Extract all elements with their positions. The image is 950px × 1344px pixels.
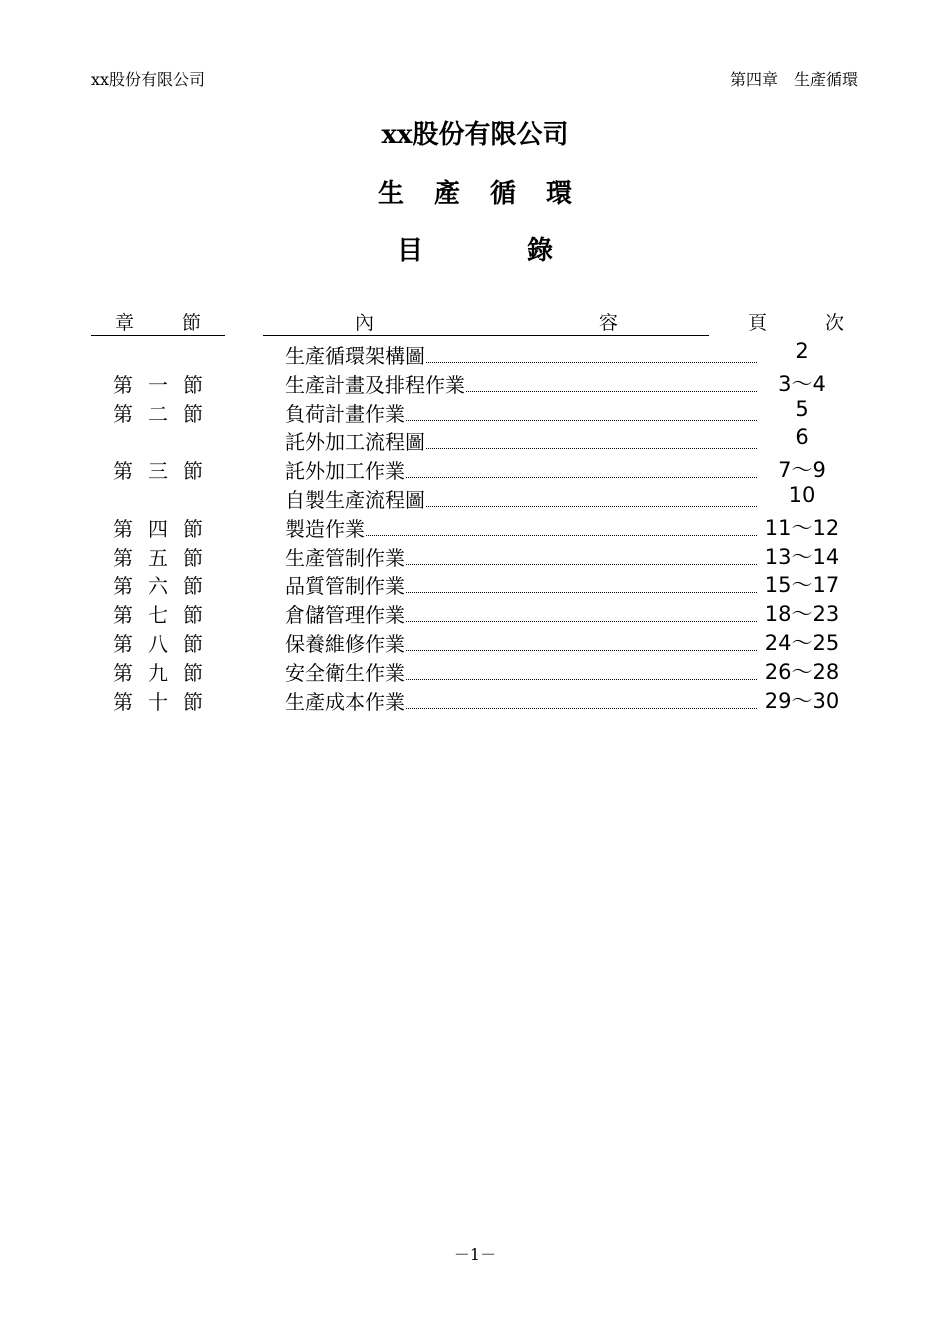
- dot-leader: [406, 564, 757, 565]
- column-header-section: [91, 311, 225, 336]
- toc-section-label: [113, 398, 203, 427]
- dot-leader: [426, 506, 757, 507]
- toc-page-number: 15～17: [764, 573, 840, 598]
- toc-section-label: [113, 455, 203, 484]
- toc-entry-title: 保養維修作業: [285, 631, 405, 656]
- toc-page-number: 29～30: [764, 688, 840, 713]
- dot-leader: [406, 592, 757, 593]
- toc-section-char: 第: [113, 545, 133, 570]
- toc-title-cell: [285, 398, 757, 427]
- toc-section-char: 第: [113, 372, 133, 397]
- column-header-char: 頁: [748, 312, 768, 334]
- toc-entry-title: 託外加工流程圖: [285, 430, 425, 455]
- toc-title-cell: [285, 686, 757, 715]
- toc-title-cell: [285, 426, 757, 455]
- column-header-char: 章: [114, 312, 134, 334]
- document-company-title: xx股份有限公司: [381, 120, 569, 150]
- toc-entry-title: 負荷計畫作業: [285, 401, 405, 426]
- dot-leader: [406, 420, 757, 421]
- toc-title-cell: [285, 455, 757, 484]
- toc-section-char: 節: [183, 574, 203, 599]
- toc-section-char: 第: [113, 401, 133, 426]
- toc-page-number: 11～12: [764, 515, 840, 540]
- toc-section-char: 第: [113, 603, 133, 628]
- toc-entry-title: 安全衛生作業: [285, 660, 405, 685]
- toc-entry[interactable]: [0, 654, 950, 683]
- toc-entry-title: 生產循環架構圖: [285, 344, 425, 368]
- toc-entry[interactable]: [0, 337, 950, 366]
- toc-page-number: 18～23: [764, 602, 840, 627]
- toc-title-cell: [285, 513, 757, 542]
- toc-entry[interactable]: [0, 481, 950, 510]
- toc-section-char: 二: [148, 401, 168, 426]
- toc-section-label: [113, 513, 203, 542]
- dot-leader: [426, 448, 757, 449]
- toc-section-char: 節: [183, 660, 203, 685]
- toc-entry[interactable]: [0, 510, 950, 539]
- toc-section-label: [113, 657, 203, 686]
- toc-section-char: 第: [113, 660, 133, 685]
- toc-section-char: 節: [183, 516, 203, 541]
- dot-leader: [406, 621, 757, 622]
- column-header-char: 容: [599, 312, 619, 334]
- toc-title-cell: [285, 340, 757, 369]
- chapter-title-char: 環: [546, 179, 573, 209]
- toc-title-cell: [285, 484, 757, 513]
- toc-page-number: 13～14: [764, 544, 840, 569]
- toc-section-char: 三: [148, 459, 168, 484]
- toc-entry-title: 生產成本作業: [285, 689, 405, 714]
- dot-leader: [466, 391, 757, 392]
- page-number: －1－: [453, 1245, 497, 1264]
- toc-entry-title: 倉儲管理作業: [285, 603, 405, 628]
- toc-section-char: 節: [183, 689, 203, 714]
- toc-title-cell: [285, 570, 757, 599]
- toc-section-char: 第: [113, 516, 133, 541]
- toc-page-number: 3～4: [778, 371, 826, 396]
- toc-entry[interactable]: [0, 683, 950, 712]
- toc-section-char: 節: [183, 401, 203, 426]
- toc-page-number: 24～25: [764, 630, 840, 655]
- toc-section-char: 七: [148, 603, 168, 628]
- column-header-content: [263, 311, 709, 336]
- dot-leader: [406, 650, 757, 651]
- toc-section-char: 第: [113, 631, 133, 656]
- column-header-char: 次: [824, 312, 844, 334]
- toc-title-cell: [285, 599, 757, 628]
- toc-title-cell: [285, 369, 757, 398]
- toc-title-char: 錄: [527, 236, 554, 266]
- toc-section-label: [113, 570, 203, 599]
- toc-page-number: 7～9: [778, 458, 826, 483]
- toc-section-char: 六: [148, 574, 168, 599]
- dot-leader: [406, 477, 757, 478]
- toc-entry[interactable]: [0, 452, 950, 484]
- toc-section-char: 第: [113, 459, 133, 484]
- toc-entry-title: 自製生產流程圖: [285, 487, 425, 512]
- dot-leader: [366, 535, 757, 536]
- chapter-title-char: 生: [377, 179, 404, 209]
- dot-leader: [406, 679, 757, 680]
- toc-section-label: [113, 542, 203, 571]
- toc-page-number: 2: [795, 339, 809, 363]
- toc-title-cell: [285, 657, 757, 686]
- toc-title-cell: [285, 628, 757, 657]
- toc-entry[interactable]: [0, 423, 950, 455]
- toc-page-number: 26～28: [764, 659, 840, 684]
- toc-page-number: 6: [795, 425, 809, 450]
- toc-section-char: 節: [183, 631, 203, 656]
- toc-section-char: 第: [113, 574, 133, 599]
- toc-page-number: 10: [788, 482, 816, 507]
- toc-title: [0, 234, 950, 268]
- chapter-title: [0, 177, 950, 211]
- toc-page-number: 5: [795, 396, 809, 421]
- header-company: xx股份有限公司: [91, 70, 206, 89]
- toc-entry[interactable]: [0, 395, 950, 424]
- chapter-title-char: 循: [490, 179, 517, 209]
- toc-section-char: 十: [148, 689, 168, 714]
- dot-leader: [426, 362, 757, 363]
- toc-section-char: 八: [148, 631, 168, 656]
- toc-entry[interactable]: [0, 567, 950, 599]
- column-header-char: 內: [355, 312, 375, 334]
- dot-leader: [406, 708, 757, 709]
- toc-section-label: [113, 628, 203, 657]
- toc-entry-title: 製造作業: [285, 516, 365, 541]
- toc-entry-title: 生產計畫及排程作業: [285, 372, 465, 397]
- toc-section-char: 四: [148, 516, 168, 541]
- column-header-char: 節: [181, 312, 201, 334]
- toc-section-char: 五: [148, 545, 168, 570]
- toc-section-label: [113, 369, 203, 398]
- toc-section-char: 節: [183, 603, 203, 628]
- header-chapter: 第四章 生產循環: [729, 70, 858, 89]
- toc-section-char: 九: [148, 660, 168, 685]
- toc-entry[interactable]: [0, 625, 950, 654]
- toc-title-cell: [285, 542, 757, 571]
- toc-entry-title: 品質管制作業: [285, 574, 405, 599]
- table-of-contents: [0, 337, 950, 714]
- column-header-page: [748, 311, 844, 335]
- toc-section-label: [113, 686, 203, 715]
- toc-entry-title: 生產管制作業: [285, 545, 405, 570]
- toc-title-char: 目: [396, 236, 423, 266]
- toc-section-char: 節: [183, 459, 203, 484]
- toc-section-label: [113, 599, 203, 628]
- toc-entry[interactable]: [0, 596, 950, 628]
- chapter-title-char: 產: [433, 179, 460, 209]
- toc-entry-title: 託外加工作業: [285, 459, 405, 484]
- toc-entry[interactable]: [0, 539, 950, 568]
- toc-entry[interactable]: [0, 366, 950, 395]
- toc-section-char: 一: [148, 372, 168, 397]
- toc-section-char: 節: [183, 545, 203, 570]
- toc-section-char: 節: [183, 372, 203, 397]
- toc-section-char: 第: [113, 689, 133, 714]
